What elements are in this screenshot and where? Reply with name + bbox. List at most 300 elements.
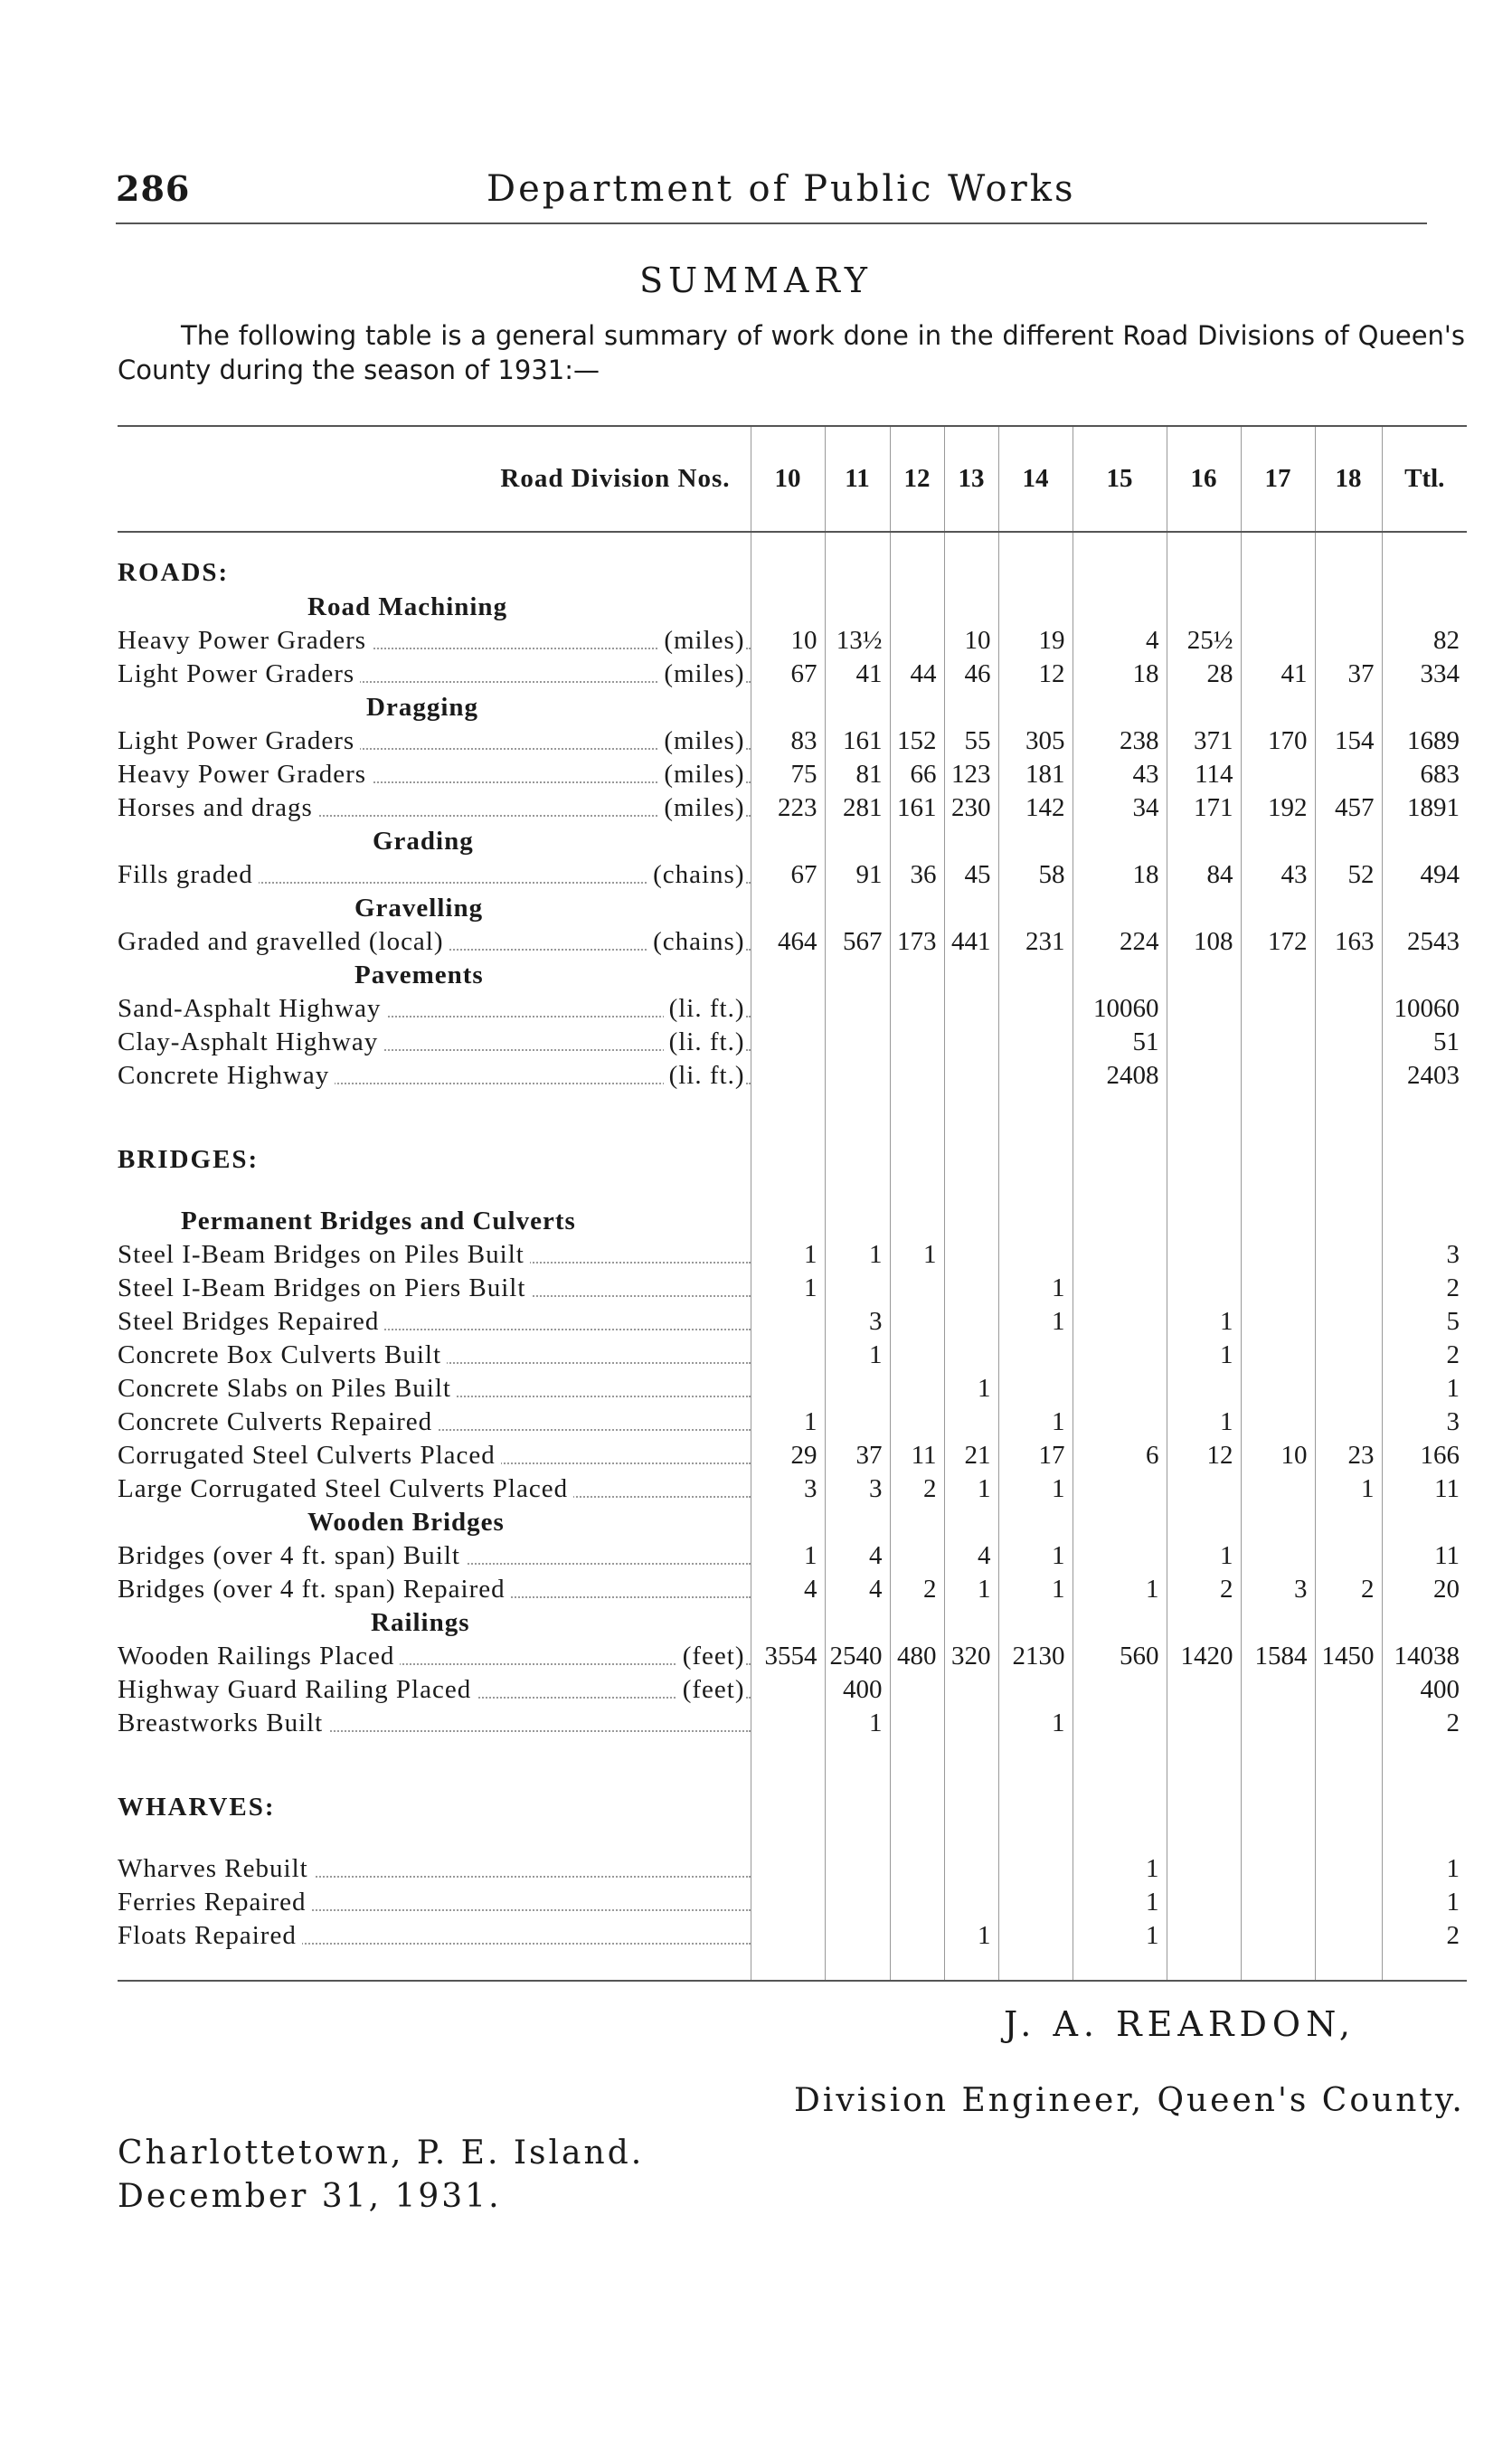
row-label: Concrete Box Culverts Built: [118, 1340, 447, 1369]
row-label-cell: [118, 1886, 751, 1919]
value-cell: 305: [998, 724, 1073, 758]
empty-cell: [944, 1740, 998, 1767]
value-cell: [890, 1539, 944, 1573]
table-row: [118, 758, 1467, 791]
value-cell: [825, 1272, 890, 1305]
value-cell: 66: [890, 758, 944, 791]
empty-cell: [890, 825, 944, 858]
row-label-cell: [118, 1305, 751, 1339]
value-cell: [1315, 992, 1382, 1026]
empty-cell: [1167, 1606, 1241, 1640]
value-cell: 1: [998, 1539, 1073, 1573]
empty-cell: [998, 532, 1073, 591]
table-row: [118, 1272, 1467, 1305]
row-unit: (miles): [658, 793, 744, 823]
table-row: [118, 858, 1467, 892]
table-row: [118, 1573, 1467, 1606]
empty-cell: [751, 1740, 825, 1767]
empty-cell: [1167, 1178, 1241, 1205]
value-cell: [1241, 1059, 1315, 1093]
value-cell: 163: [1315, 925, 1382, 959]
column-header: 18: [1315, 426, 1382, 532]
table-row: [118, 1238, 1467, 1272]
value-cell: [998, 1673, 1073, 1707]
empty-cell: [1241, 1506, 1315, 1539]
empty-cell: [1382, 825, 1467, 858]
section-row: [118, 1767, 1467, 1825]
value-cell: [944, 1305, 998, 1339]
table-row: [118, 1852, 1467, 1886]
empty-cell: [944, 1606, 998, 1640]
empty-cell: [751, 825, 825, 858]
value-cell: 1: [1167, 1339, 1241, 1372]
value-cell: [1167, 1372, 1241, 1406]
row-label: Bridges (over 4 ft. span) Repaired: [118, 1575, 511, 1604]
row-label: Highway Guard Railing Placed: [118, 1675, 477, 1704]
value-cell: [751, 1339, 825, 1372]
value-cell: 1: [825, 1238, 890, 1272]
value-cell: 1: [825, 1339, 890, 1372]
value-cell: [1315, 758, 1382, 791]
empty-cell: [825, 691, 890, 724]
value-cell: 81: [825, 758, 890, 791]
empty-cell: [998, 1767, 1073, 1825]
empty-cell: [1241, 1205, 1315, 1238]
row-unit: (feet): [677, 1675, 745, 1705]
value-cell: [825, 1026, 890, 1059]
empty-cell: [998, 1506, 1073, 1539]
value-cell: 2: [890, 1573, 944, 1606]
value-cell: 37: [1315, 658, 1382, 691]
row-label-cell: [118, 858, 751, 892]
value-cell: [825, 1406, 890, 1439]
value-cell: 51: [1073, 1026, 1167, 1059]
value-cell: [825, 1886, 890, 1919]
empty-cell: [825, 1825, 890, 1852]
empty-cell: [1167, 959, 1241, 992]
value-cell: [890, 1673, 944, 1707]
signature-name: J. A. REARDON,: [1004, 2004, 1356, 2044]
value-cell: 12: [1167, 1439, 1241, 1472]
table-row: [118, 1439, 1467, 1472]
value-cell: 2: [1382, 1339, 1467, 1372]
value-cell: 230: [944, 791, 998, 825]
value-cell: 1: [1382, 1852, 1467, 1886]
value-cell: 21: [944, 1439, 998, 1472]
empty-cell: [944, 1178, 998, 1205]
value-cell: [1073, 1272, 1167, 1305]
subheading-row: [118, 825, 1467, 858]
value-cell: [1241, 1272, 1315, 1305]
value-cell: [998, 1339, 1073, 1372]
section-roads: ROADS:: [118, 557, 230, 587]
value-cell: [944, 1238, 998, 1272]
subheading-row: [118, 1205, 1467, 1238]
empty-cell: [825, 1205, 890, 1238]
value-cell: [1241, 758, 1315, 791]
row-unit: (feet): [677, 1642, 745, 1671]
empty-cell: [1241, 691, 1315, 724]
empty-cell: [1167, 1953, 1241, 1981]
value-cell: 1: [1073, 1852, 1167, 1886]
empty-cell: [1167, 1093, 1241, 1120]
row-label-cell: [118, 1919, 751, 1953]
value-cell: 1: [1382, 1372, 1467, 1406]
section-wharves: WHARVES:: [118, 1792, 276, 1822]
value-cell: [890, 1852, 944, 1886]
value-cell: 41: [1241, 658, 1315, 691]
table-row: [118, 624, 1467, 658]
value-cell: 3: [1241, 1573, 1315, 1606]
row-label: Graded and gravelled (local): [118, 927, 449, 956]
row-label-cell: [118, 1372, 751, 1406]
value-cell: 238: [1073, 724, 1167, 758]
empty-cell: [998, 1178, 1073, 1205]
row-label-cell: [118, 1472, 751, 1506]
value-cell: 114: [1167, 758, 1241, 791]
value-cell: 2: [1382, 1272, 1467, 1305]
empty-cell: [825, 1178, 890, 1205]
column-header: 13: [944, 426, 998, 532]
row-label: Floats Repaired: [118, 1921, 302, 1950]
table-row: [118, 925, 1467, 959]
empty-cell: [1315, 532, 1382, 591]
value-cell: 2: [1315, 1573, 1382, 1606]
value-cell: 17: [998, 1439, 1073, 1472]
value-cell: [1073, 1539, 1167, 1573]
subheading-grading: Grading: [373, 827, 474, 856]
row-unit: (miles): [658, 626, 744, 656]
empty-cell: [1241, 1120, 1315, 1178]
subheading-row: [118, 892, 1467, 925]
empty-cell: [751, 1953, 825, 1981]
row-label-cell: [118, 1339, 751, 1372]
value-cell: [1315, 1919, 1382, 1953]
value-cell: 224: [1073, 925, 1167, 959]
value-cell: [1315, 624, 1382, 658]
value-cell: 34: [1073, 791, 1167, 825]
empty-cell: [751, 532, 825, 591]
value-cell: [1073, 1707, 1167, 1740]
empty-cell: [944, 892, 998, 925]
empty-cell: [944, 825, 998, 858]
value-cell: [1167, 1919, 1241, 1953]
empty-cell: [1382, 1205, 1467, 1238]
empty-cell: [944, 1953, 998, 1981]
spacer-cell: [118, 1953, 751, 1981]
value-cell: 18: [1073, 658, 1167, 691]
row-label: Wharves Rebuilt: [118, 1854, 314, 1883]
table-row: [118, 658, 1467, 691]
value-cell: 46: [944, 658, 998, 691]
empty-cell: [1382, 1178, 1467, 1205]
empty-cell: [1315, 1205, 1382, 1238]
signature-title: Division Engineer, Queen's County.: [794, 2082, 1465, 2119]
empty-cell: [890, 1506, 944, 1539]
page-number: 286: [116, 168, 191, 209]
value-cell: 10: [944, 624, 998, 658]
empty-cell: [890, 959, 944, 992]
value-cell: 1: [751, 1539, 825, 1573]
empty-cell: [1167, 1825, 1241, 1852]
value-cell: 12: [998, 658, 1073, 691]
empty-cell: [890, 1120, 944, 1178]
value-cell: 161: [825, 724, 890, 758]
value-cell: [890, 624, 944, 658]
value-cell: [1167, 1026, 1241, 1059]
value-cell: [751, 1372, 825, 1406]
empty-cell: [890, 1825, 944, 1852]
table-row: [118, 1919, 1467, 1953]
row-unit: (li. ft.): [664, 1027, 745, 1057]
row-label: Heavy Power Graders: [118, 760, 372, 789]
row-label: Bridges (over 4 ft. span) Built: [118, 1541, 466, 1570]
value-cell: 3: [1382, 1406, 1467, 1439]
value-cell: [1241, 1372, 1315, 1406]
value-cell: [1073, 1472, 1167, 1506]
value-cell: [890, 1305, 944, 1339]
empty-cell: [1073, 1740, 1167, 1767]
value-cell: 75: [751, 758, 825, 791]
value-cell: [998, 1372, 1073, 1406]
value-cell: 11: [890, 1439, 944, 1472]
value-cell: 2130: [998, 1640, 1073, 1673]
spacer-cell: [118, 1740, 751, 1767]
summary-title: SUMMARY: [639, 260, 873, 300]
empty-cell: [751, 1178, 825, 1205]
empty-cell: [1073, 532, 1167, 591]
subheading-railings: Railings: [371, 1608, 470, 1637]
empty-cell: [751, 1120, 825, 1178]
empty-cell: [825, 1953, 890, 1981]
empty-cell: [890, 1740, 944, 1767]
empty-cell: [1382, 1953, 1467, 1981]
value-cell: 457: [1315, 791, 1382, 825]
empty-cell: [998, 1205, 1073, 1238]
empty-cell: [890, 1178, 944, 1205]
subheading-row: [118, 591, 1467, 624]
value-cell: 166: [1382, 1439, 1467, 1472]
value-cell: [890, 1919, 944, 1953]
empty-cell: [1315, 1120, 1382, 1178]
value-cell: [1073, 1339, 1167, 1372]
row-label-cell: [118, 758, 751, 791]
row-unit: (li. ft.): [664, 994, 745, 1024]
row-label-cell: [118, 1573, 751, 1606]
value-cell: 82: [1382, 624, 1467, 658]
value-cell: 223: [751, 791, 825, 825]
value-cell: [825, 1852, 890, 1886]
empty-cell: [1073, 825, 1167, 858]
value-cell: [1167, 1472, 1241, 1506]
empty-cell: [890, 591, 944, 624]
empty-cell: [944, 1825, 998, 1852]
value-cell: 4: [751, 1573, 825, 1606]
value-cell: 108: [1167, 925, 1241, 959]
empty-cell: [1241, 591, 1315, 624]
row-unit: (miles): [658, 726, 744, 756]
subheading-gravelling: Gravelling: [354, 894, 484, 923]
column-header: 10: [751, 426, 825, 532]
value-cell: 400: [1382, 1673, 1467, 1707]
empty-cell: [1073, 1120, 1167, 1178]
row-label-cell: [118, 1852, 751, 1886]
empty-cell: [1382, 1825, 1467, 1852]
row-label: Clay-Asphalt Highway: [118, 1027, 383, 1056]
table-row: [118, 1707, 1467, 1740]
empty-cell: [751, 892, 825, 925]
value-cell: 29: [751, 1439, 825, 1472]
empty-cell: [1167, 691, 1241, 724]
value-cell: [1241, 1026, 1315, 1059]
row-label: Corrugated Steel Culverts Placed: [118, 1441, 501, 1470]
value-cell: [1315, 1539, 1382, 1573]
value-cell: [1241, 1886, 1315, 1919]
value-cell: [1315, 1272, 1382, 1305]
value-cell: 13½: [825, 624, 890, 658]
value-cell: 44: [890, 658, 944, 691]
empty-cell: [1315, 1093, 1382, 1120]
value-cell: [944, 1852, 998, 1886]
empty-cell: [1315, 1178, 1382, 1205]
empty-cell: [1241, 1953, 1315, 1981]
value-cell: 1: [1073, 1886, 1167, 1919]
empty-cell: [998, 591, 1073, 624]
value-cell: [751, 1059, 825, 1093]
value-cell: 37: [825, 1439, 890, 1472]
value-cell: 83: [751, 724, 825, 758]
empty-cell: [944, 1205, 998, 1238]
value-cell: 18: [1073, 858, 1167, 892]
empty-cell: [1241, 532, 1315, 591]
empty-cell: [890, 1093, 944, 1120]
empty-cell: [998, 1093, 1073, 1120]
empty-cell: [1073, 1606, 1167, 1640]
value-cell: 3: [1382, 1238, 1467, 1272]
value-cell: 152: [890, 724, 944, 758]
row-label-cell: [118, 1539, 751, 1573]
empty-cell: [890, 1767, 944, 1825]
empty-cell: [1382, 892, 1467, 925]
value-cell: [1167, 1272, 1241, 1305]
empty-cell: [1382, 591, 1467, 624]
value-cell: [1167, 1673, 1241, 1707]
empty-cell: [1315, 591, 1382, 624]
value-cell: 1689: [1382, 724, 1467, 758]
value-cell: 1: [751, 1272, 825, 1305]
value-cell: 3: [825, 1305, 890, 1339]
value-cell: [1315, 1238, 1382, 1272]
empty-cell: [1382, 691, 1467, 724]
value-cell: [751, 1919, 825, 1953]
value-cell: 400: [825, 1673, 890, 1707]
row-label: Steel I-Beam Bridges on Piles Built: [118, 1240, 530, 1269]
value-cell: 91: [825, 858, 890, 892]
value-cell: 1: [1382, 1886, 1467, 1919]
value-cell: 14038: [1382, 1640, 1467, 1673]
value-cell: 1: [944, 1472, 998, 1506]
empty-cell: [890, 691, 944, 724]
empty-cell: [944, 1120, 998, 1178]
value-cell: [890, 1372, 944, 1406]
column-header: 11: [825, 426, 890, 532]
row-label-cell: [118, 1640, 751, 1673]
table-row: [118, 1059, 1467, 1093]
value-cell: [944, 1406, 998, 1439]
value-cell: [751, 1852, 825, 1886]
empty-cell: [890, 1205, 944, 1238]
empty-cell: [825, 1767, 890, 1825]
empty-cell: [998, 1953, 1073, 1981]
value-cell: [825, 992, 890, 1026]
empty-cell: [1315, 1606, 1382, 1640]
spacer-row: [118, 1178, 1467, 1205]
empty-cell: [1073, 691, 1167, 724]
empty-cell: [825, 1506, 890, 1539]
value-cell: [1073, 1305, 1167, 1339]
empty-cell: [1241, 959, 1315, 992]
value-cell: 1: [1315, 1472, 1382, 1506]
value-cell: 231: [998, 925, 1073, 959]
empty-cell: [890, 1606, 944, 1640]
value-cell: [998, 1852, 1073, 1886]
subheading-pavements: Pavements: [354, 961, 484, 989]
empty-cell: [1382, 1767, 1467, 1825]
value-cell: 25½: [1167, 624, 1241, 658]
empty-cell: [1167, 591, 1241, 624]
empty-cell: [998, 825, 1073, 858]
place-line: Charlottetown, P. E. Island.: [118, 2134, 645, 2172]
empty-cell: [1167, 1767, 1241, 1825]
value-cell: [944, 1886, 998, 1919]
summary-table: [118, 425, 1467, 1982]
row-label-cell: [118, 1026, 751, 1059]
section-bridges: BRIDGES:: [118, 1144, 260, 1174]
value-cell: 3: [751, 1472, 825, 1506]
empty-cell: [1073, 959, 1167, 992]
empty-cell: [1073, 1767, 1167, 1825]
value-cell: 10060: [1382, 992, 1467, 1026]
empty-cell: [1241, 1606, 1315, 1640]
value-cell: [1073, 1673, 1167, 1707]
value-cell: 1: [825, 1707, 890, 1740]
value-cell: 1420: [1167, 1640, 1241, 1673]
empty-cell: [1315, 1767, 1382, 1825]
row-label-cell: [118, 1238, 751, 1272]
intro-paragraph: The following table is a general summary of work done in the different Road Divisions of Queen's County during the season of 1931:—: [118, 320, 1465, 385]
empty-cell: [890, 532, 944, 591]
empty-cell: [1241, 1178, 1315, 1205]
table-row: [118, 1406, 1467, 1439]
empty-cell: [825, 825, 890, 858]
value-cell: 1: [751, 1238, 825, 1272]
row-label-cell: [118, 1272, 751, 1305]
value-cell: 67: [751, 858, 825, 892]
value-cell: [1167, 1852, 1241, 1886]
value-cell: 464: [751, 925, 825, 959]
table-row: [118, 1472, 1467, 1506]
row-unit: (li. ft.): [664, 1061, 745, 1091]
empty-cell: [1382, 959, 1467, 992]
value-cell: [944, 992, 998, 1026]
row-label-cell: [118, 724, 751, 758]
value-cell: [890, 1886, 944, 1919]
empty-cell: [1073, 1205, 1167, 1238]
value-cell: [890, 1272, 944, 1305]
empty-cell: [825, 959, 890, 992]
spacer-row: [118, 1953, 1467, 1981]
value-cell: [944, 1059, 998, 1093]
